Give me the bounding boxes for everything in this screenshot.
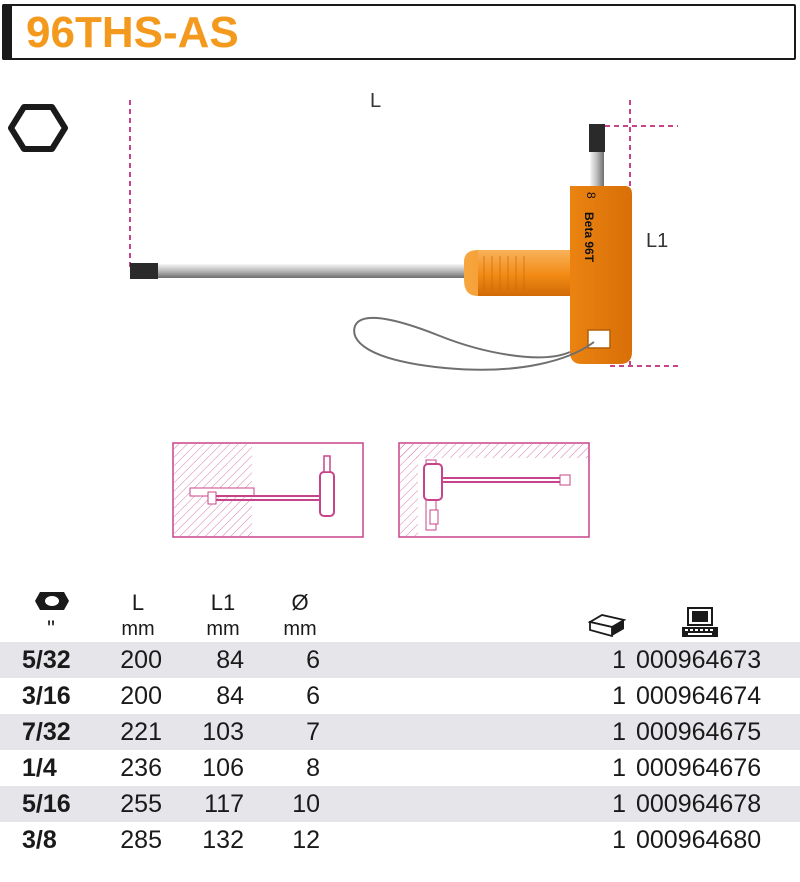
length-cell: 285 bbox=[120, 826, 162, 854]
size-cell: 3/16 bbox=[22, 682, 71, 710]
quantity-cell: 1 bbox=[612, 646, 626, 674]
table-row bbox=[0, 714, 800, 750]
size-cell: 3/8 bbox=[22, 826, 57, 854]
title-accent bbox=[2, 4, 12, 60]
length-unit-header: mm bbox=[121, 618, 155, 640]
diameter-cell: 6 bbox=[306, 646, 320, 674]
handle-length-cell: 132 bbox=[202, 826, 244, 854]
size-cell: 1/4 bbox=[22, 754, 57, 782]
handle-length-cell: 117 bbox=[204, 790, 244, 818]
usage-diagram-left bbox=[172, 442, 364, 538]
diameter-cell: 12 bbox=[292, 826, 320, 854]
code-cell: 000964678 bbox=[636, 790, 762, 818]
size-unit-header: " bbox=[47, 616, 55, 641]
handle-length-cell: 106 bbox=[202, 754, 244, 782]
brand-marking: Beta 96T bbox=[582, 212, 596, 263]
table-row bbox=[0, 786, 800, 822]
diameter-cell: 10 bbox=[292, 790, 320, 818]
quantity-cell: 1 bbox=[612, 682, 626, 710]
table-row bbox=[0, 678, 800, 714]
code-cell: 000964673 bbox=[636, 646, 762, 674]
table-row bbox=[0, 642, 800, 678]
size-marking: 8 bbox=[584, 192, 598, 199]
length-header: L bbox=[131, 590, 145, 615]
usage-diagram-right bbox=[398, 442, 590, 538]
handle-length-cell: 84 bbox=[216, 646, 244, 674]
computer-terminal-icon bbox=[680, 606, 720, 640]
quantity-cell: 1 bbox=[612, 826, 626, 854]
length-label: L bbox=[370, 90, 382, 112]
length-cell: 200 bbox=[120, 646, 162, 674]
handle-length-label: L1 bbox=[646, 230, 669, 252]
diameter-unit-header: mm bbox=[283, 618, 317, 640]
table-row bbox=[0, 750, 800, 786]
quantity-cell: 1 bbox=[612, 718, 626, 746]
quantity-cell: 1 bbox=[612, 790, 626, 818]
size-cell: 7/32 bbox=[22, 718, 71, 746]
code-cell: 000964680 bbox=[636, 826, 762, 854]
quantity-cell: 1 bbox=[612, 754, 626, 782]
t-handle-wrench-illustration bbox=[100, 90, 700, 390]
length-cell: 200 bbox=[120, 682, 162, 710]
code-cell: 000964675 bbox=[636, 718, 762, 746]
title-bar bbox=[2, 4, 796, 60]
product-title: 96THS-AS bbox=[26, 8, 239, 57]
diameter-header: Ø bbox=[291, 590, 309, 615]
handle-length-header: L1 bbox=[210, 590, 236, 615]
size-cell: 5/16 bbox=[22, 790, 71, 818]
diameter-cell: 6 bbox=[306, 682, 320, 710]
handle-length-unit-header: mm bbox=[206, 618, 240, 640]
code-cell: 000964674 bbox=[636, 682, 762, 710]
box-icon bbox=[588, 612, 626, 638]
handle-length-cell: 84 bbox=[216, 682, 244, 710]
handle-length-cell: 103 bbox=[202, 718, 244, 746]
hexagon-icon bbox=[8, 100, 68, 156]
hexagon-nut-icon bbox=[34, 588, 70, 614]
table-row bbox=[0, 822, 800, 858]
size-cell: 5/32 bbox=[22, 646, 71, 674]
diameter-cell: 7 bbox=[306, 718, 320, 746]
length-cell: 255 bbox=[120, 790, 162, 818]
length-cell: 236 bbox=[120, 754, 162, 782]
diameter-cell: 8 bbox=[306, 754, 320, 782]
length-cell: 221 bbox=[120, 718, 162, 746]
code-cell: 000964676 bbox=[636, 754, 762, 782]
